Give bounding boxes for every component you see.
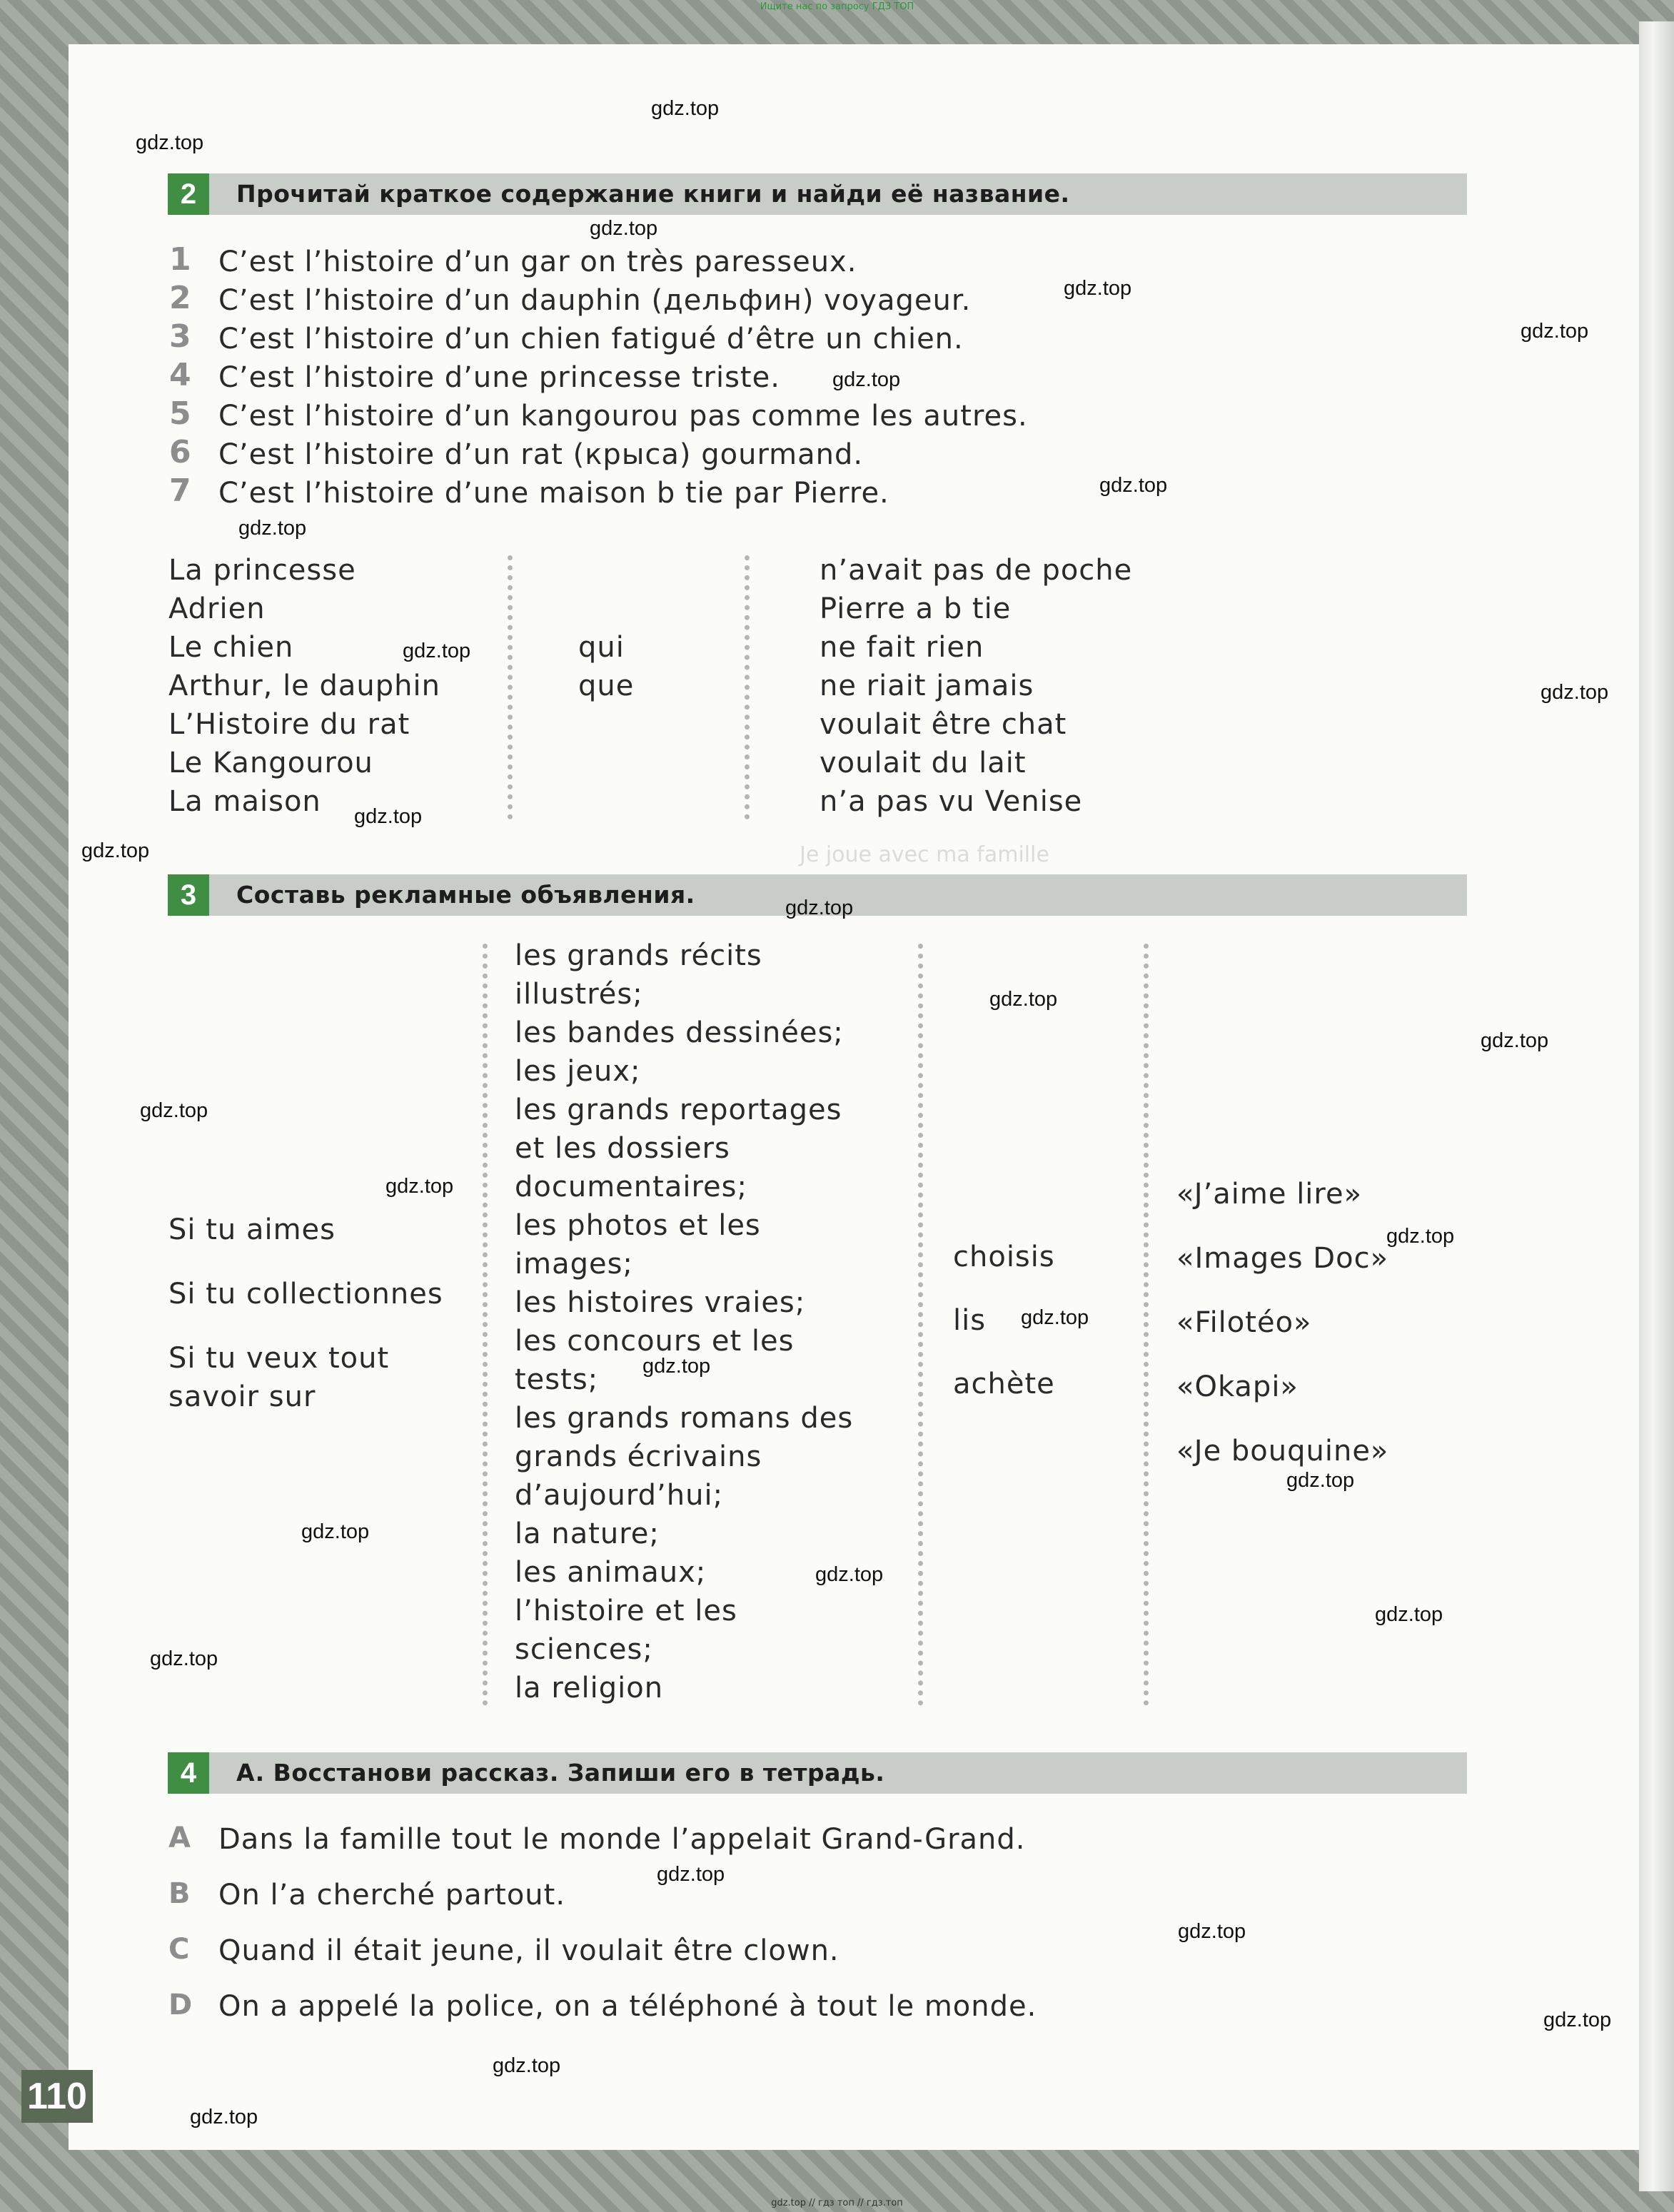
table-cell-verb: choisis xyxy=(953,1241,1055,1273)
table-cell-left: savoir sur xyxy=(168,1380,316,1413)
header-note: Ищите нас по запросу ГДЗ ТОП xyxy=(760,1,914,12)
exercise-number: 4 xyxy=(168,1752,209,1794)
table-cell-left: Si tu veux tout xyxy=(168,1342,390,1375)
watermark: gdz.top xyxy=(815,1563,884,1586)
watermark: gdz.top xyxy=(1021,1306,1089,1329)
table-cell-left: La princesse xyxy=(168,554,356,587)
watermark: gdz.top xyxy=(1064,277,1132,300)
list-item: On a appelé la police, on a téléphoné à tout le monde. xyxy=(218,1990,1037,2023)
table-cell-mid: l’histoire et les xyxy=(515,1595,737,1627)
watermark: gdz.top xyxy=(1375,1603,1443,1626)
watermark: gdz.top xyxy=(403,640,471,662)
list-item: C’est l’histoire d’un kangourou pas comme les autres. xyxy=(218,400,1028,433)
table-cell-left: La maison xyxy=(168,785,321,818)
watermark: gdz.top xyxy=(1481,1029,1549,1052)
item-number: 6 xyxy=(169,434,191,470)
column-divider xyxy=(483,944,488,1706)
table-cell-mid: les bandes dessinées; xyxy=(515,1016,844,1049)
show-through-text: Je joue avec ma famille xyxy=(800,842,1049,867)
footer-note: gdz.top // гдз топ // гдз.топ xyxy=(771,2198,903,2208)
column-divider xyxy=(918,944,923,1706)
exercise-2-header xyxy=(168,173,1467,215)
watermark: gdz.top xyxy=(1543,2009,1612,2031)
table-cell-left: Le Kangourou xyxy=(168,747,373,779)
table-cell-right: n’avait pas de poche xyxy=(820,554,1133,587)
table-cell-mid: les grands reportages xyxy=(515,1094,842,1126)
page-edge xyxy=(1639,21,1674,2191)
table-cell-mid: sciences; xyxy=(515,1633,653,1666)
item-number: 7 xyxy=(169,473,191,509)
item-letter: A xyxy=(168,1822,191,1854)
table-cell-mid: et les dossiers xyxy=(515,1132,730,1165)
exercise-number: 3 xyxy=(168,874,209,916)
table-cell-magazine: «Je bouquine» xyxy=(1176,1435,1389,1468)
item-number: 4 xyxy=(169,357,191,393)
table-cell-mid: la nature; xyxy=(515,1517,660,1550)
table-cell-magazine: «Okapi» xyxy=(1176,1370,1299,1403)
watermark: gdz.top xyxy=(150,1647,218,1670)
watermark: gdz.top xyxy=(1541,681,1609,704)
table-cell-mid: d’aujourd’hui; xyxy=(515,1479,724,1512)
watermark: gdz.top xyxy=(493,2054,561,2077)
table-cell-left: L’Histoire du rat xyxy=(168,708,410,741)
list-item: C’est l’histoire d’un gar on très paresseux. xyxy=(218,246,857,278)
exercise-4-header xyxy=(168,1752,1467,1794)
watermark: gdz.top xyxy=(1286,1469,1355,1492)
table-cell-left: Si tu aimes xyxy=(168,1213,336,1246)
watermark: gdz.top xyxy=(136,131,204,154)
table-cell-magazine: «J’aime lire» xyxy=(1176,1178,1363,1211)
table-cell-right: ne fait rien xyxy=(820,631,984,664)
item-number: 3 xyxy=(169,318,191,355)
table-cell-mid: grands écrivains xyxy=(515,1440,762,1473)
table-cell-right: Pierre a b tie xyxy=(820,592,1012,625)
watermark: gdz.top xyxy=(642,1355,711,1378)
watermark: gdz.top xyxy=(385,1175,454,1198)
table-cell-mid: les grands romans des xyxy=(515,1402,854,1435)
watermark: gdz.top xyxy=(354,805,423,828)
watermark: gdz.top xyxy=(590,217,658,240)
watermark: gdz.top xyxy=(657,1863,725,1886)
list-item: Dans la famille tout le monde l’appelait Grand-Grand. xyxy=(218,1823,1026,1856)
item-letter: B xyxy=(168,1877,191,1910)
table-cell-magazine: «Filotéo» xyxy=(1176,1306,1312,1339)
table-cell-mid: que xyxy=(578,670,635,702)
item-letter: C xyxy=(168,1933,190,1966)
table-cell-left: Adrien xyxy=(168,592,266,625)
table-cell-mid: documentaires; xyxy=(515,1171,747,1203)
watermark: gdz.top xyxy=(81,839,150,862)
list-item: C’est l’histoire d’un dauphin (дельфин) voyageur. xyxy=(218,284,972,317)
table-cell-left: Le chien xyxy=(168,631,294,664)
table-cell-left: Si tu collectionnes xyxy=(168,1278,443,1310)
table-cell-mid: les animaux; xyxy=(515,1556,707,1589)
list-item: Quand il était jeune, il voulait être clown. xyxy=(218,1934,839,1967)
column-divider xyxy=(508,555,513,819)
watermark: gdz.top xyxy=(301,1520,370,1543)
watermark: gdz.top xyxy=(832,368,901,391)
exercise-title: Составь рекламные объявления. xyxy=(236,881,695,909)
exercise-title: Прочитай краткое содержание книги и найди её название. xyxy=(236,180,1070,208)
table-cell-mid: images; xyxy=(515,1248,633,1281)
table-cell-right: ne riait jamais xyxy=(820,670,1034,702)
list-item: On l’a cherché partout. xyxy=(218,1879,566,1911)
item-number: 2 xyxy=(169,280,191,316)
watermark: gdz.top xyxy=(1386,1225,1455,1248)
watermark: gdz.top xyxy=(140,1099,208,1122)
table-cell-mid: la religion xyxy=(515,1672,664,1705)
watermark: gdz.top xyxy=(1178,1920,1246,1943)
item-number: 5 xyxy=(169,395,191,432)
table-cell-mid: les grands récits xyxy=(515,939,762,972)
table-cell-mid: les photos et les xyxy=(515,1209,761,1242)
watermark: gdz.top xyxy=(1099,474,1168,497)
watermark: gdz.top xyxy=(989,988,1058,1011)
item-letter: D xyxy=(168,1989,193,2021)
table-cell-mid: les concours et les xyxy=(515,1325,795,1358)
page-number: 110 xyxy=(21,2070,93,2123)
list-item: C’est l’histoire d’une princesse triste. xyxy=(218,361,780,394)
watermark: gdz.top xyxy=(651,97,720,120)
table-cell-mid: les histoires vraies; xyxy=(515,1286,806,1319)
table-cell-mid: qui xyxy=(578,631,625,664)
watermark: gdz.top xyxy=(238,517,307,540)
table-cell-right: voulait être chat xyxy=(820,708,1067,741)
exercise-title: A. Восстанови рассказ. Запиши его в тетрадь. xyxy=(236,1759,885,1787)
table-cell-verb: lis xyxy=(953,1304,987,1337)
list-item: C’est l’histoire d’un chien fatigué d’être un chien. xyxy=(218,323,964,355)
column-divider xyxy=(1144,944,1149,1706)
table-cell-mid: les jeux; xyxy=(515,1055,641,1088)
table-cell-magazine: «Images Doc» xyxy=(1176,1242,1389,1275)
watermark: gdz.top xyxy=(785,897,854,919)
watermark: gdz.top xyxy=(1521,320,1589,343)
table-cell-left: Arthur, le dauphin xyxy=(168,670,440,702)
list-item: C’est l’histoire d’un rat (крыса) gourmand. xyxy=(218,438,864,471)
list-item: C’est l’histoire d’une maison b tie par Pierre. xyxy=(218,477,889,510)
table-cell-verb: achète xyxy=(953,1368,1055,1400)
column-divider xyxy=(745,555,750,819)
exercise-number: 2 xyxy=(168,173,209,215)
table-cell-mid: illustrés; xyxy=(515,978,643,1011)
table-cell-mid: tests; xyxy=(515,1363,599,1396)
item-number: 1 xyxy=(169,241,191,278)
table-cell-right: n’a pas vu Venise xyxy=(820,785,1083,818)
table-cell-right: voulait du lait xyxy=(820,747,1027,779)
watermark: gdz.top xyxy=(190,2106,258,2128)
